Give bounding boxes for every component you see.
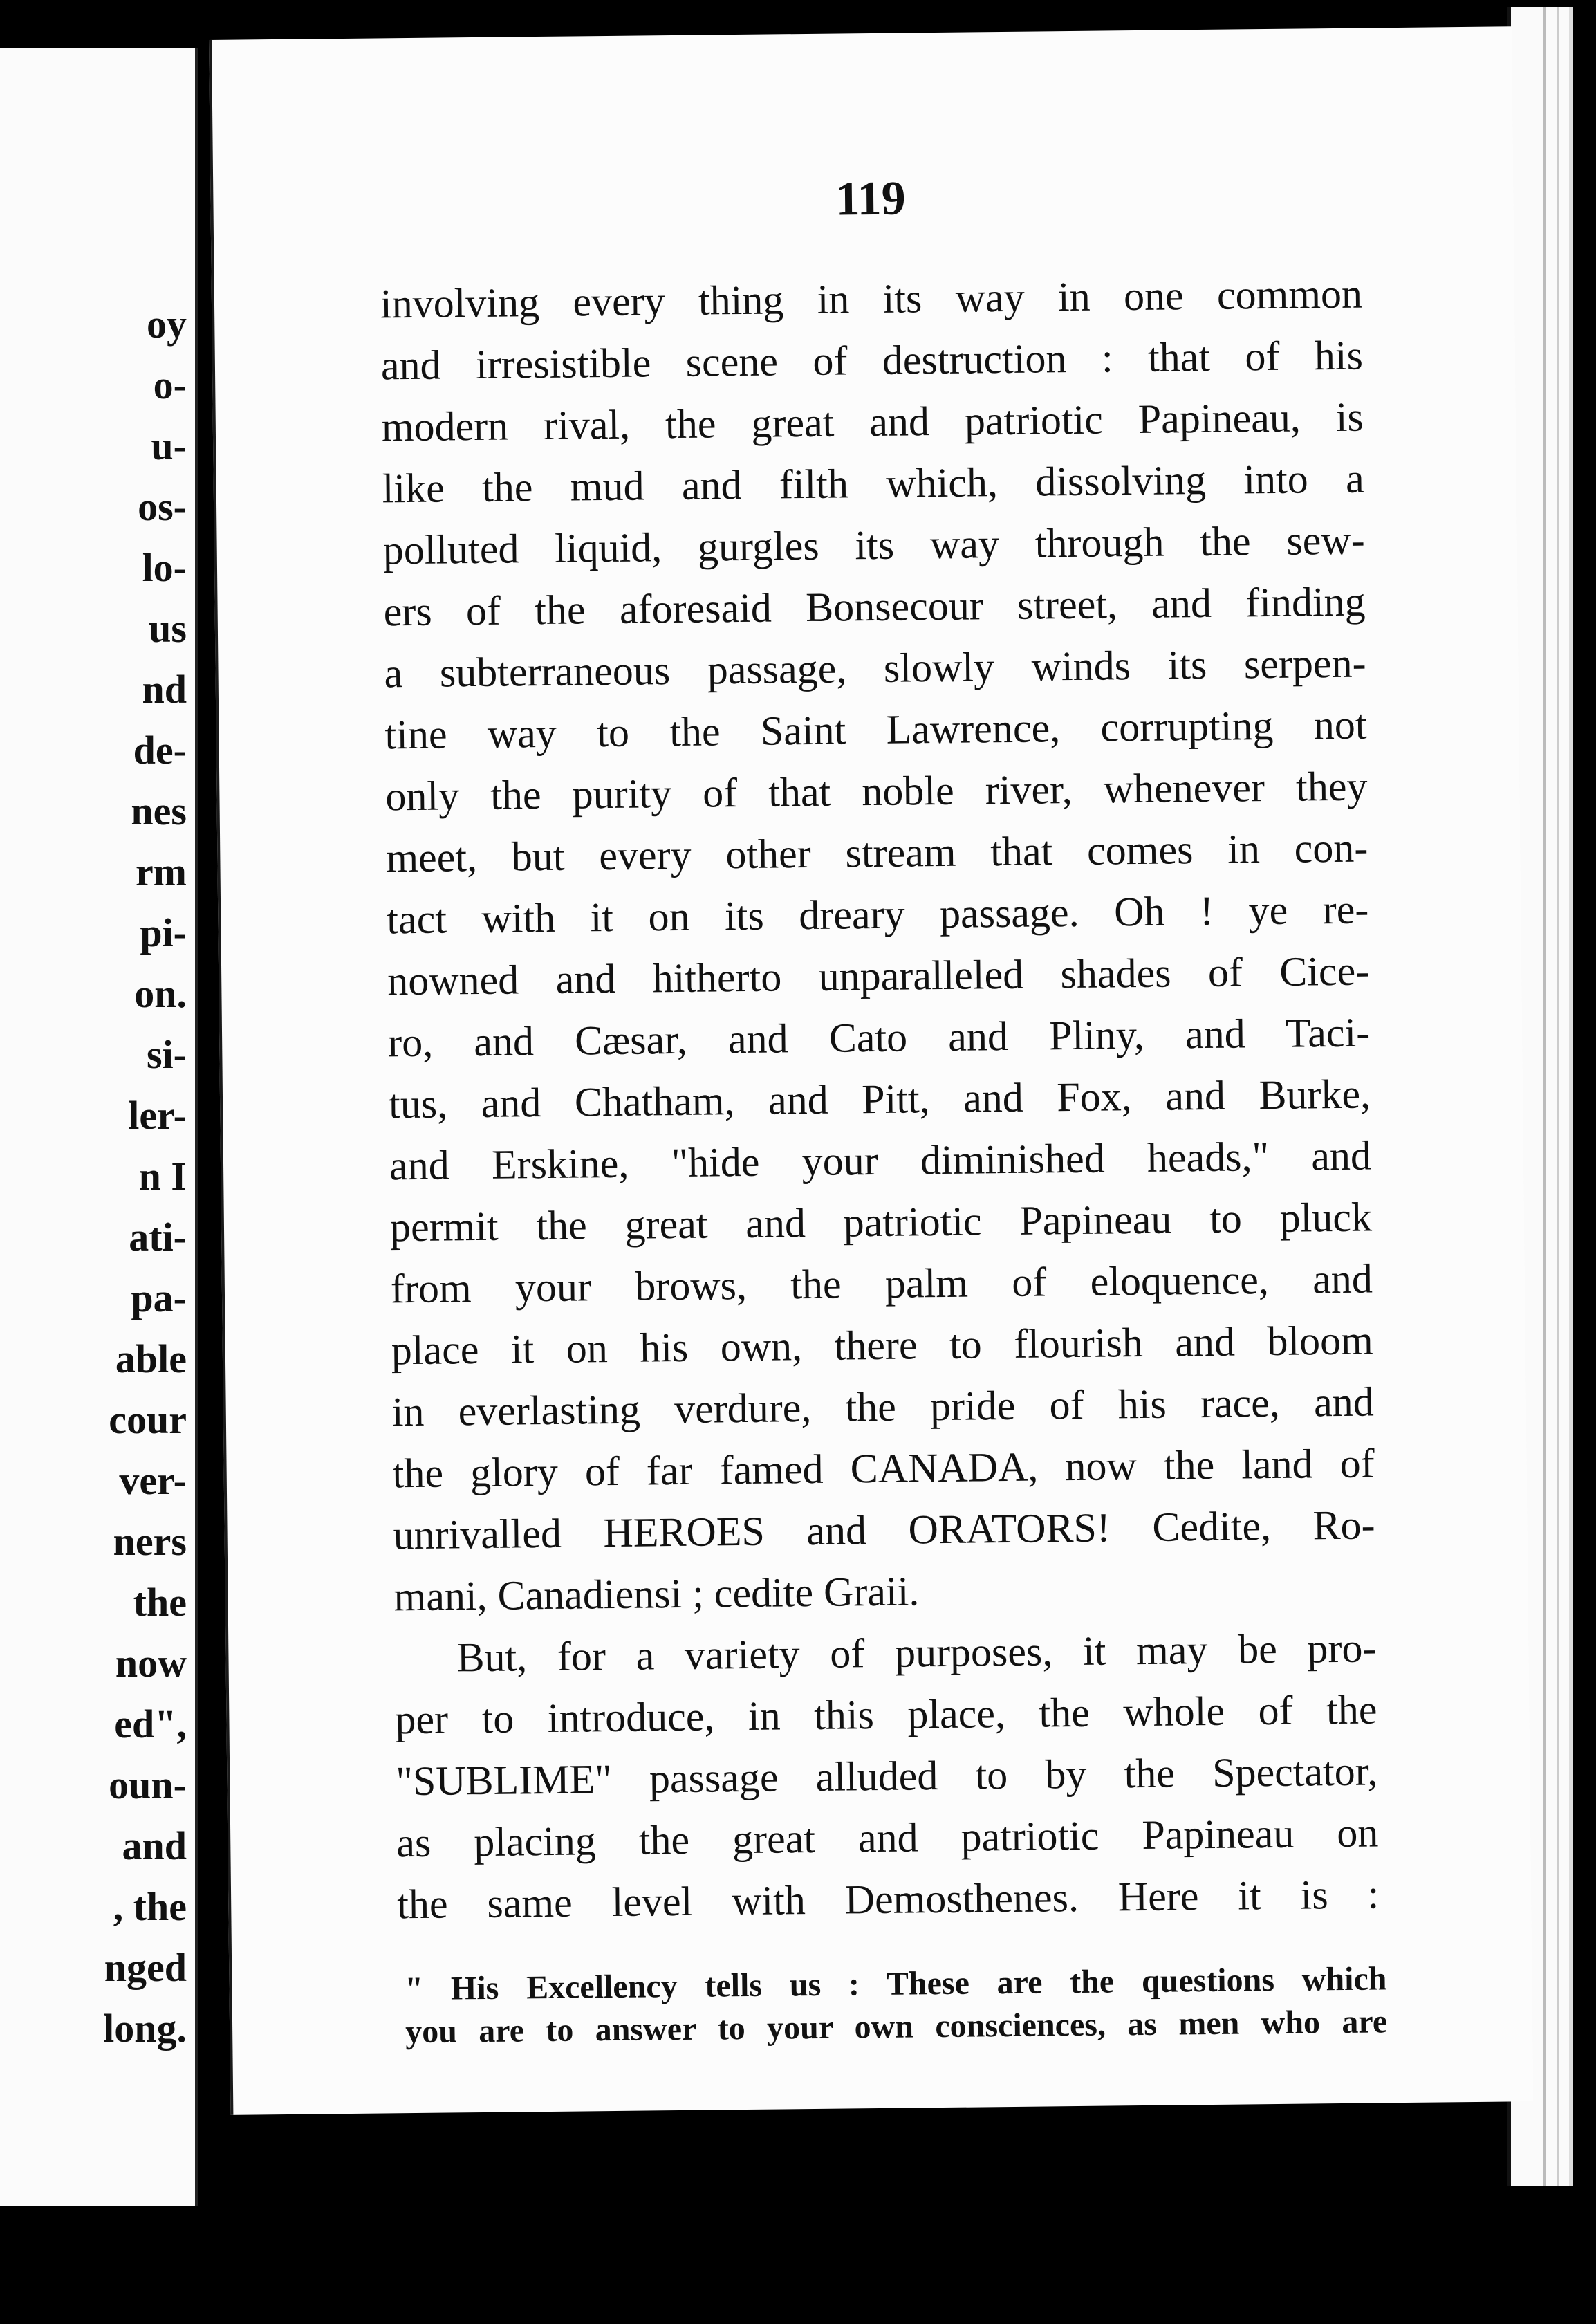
facing-page-line: us (149, 606, 187, 651)
footnote-line: " His Excellency tells us : These are the questions which (405, 1960, 1387, 2008)
facing-page-line: rm (135, 849, 187, 894)
facing-page-line: nd (142, 667, 187, 712)
text-line: the same level with Demosthenes. Here it is : (396, 1871, 1380, 1928)
facing-page-line: able (115, 1336, 187, 1381)
facing-page-line: on. (134, 971, 187, 1016)
facing-page-line: ati- (129, 1215, 187, 1260)
footnote (405, 1957, 1387, 2054)
facing-page-line: ners (113, 1519, 187, 1564)
text-line: tus, and Chatham, and Pitt, and Fox, and Burke, (388, 1071, 1371, 1127)
scan-border (0, 2210, 1596, 2324)
facing-page-line: pi- (140, 910, 187, 955)
facing-page-line: now (115, 1641, 187, 1686)
text-line: modern rival, the great and patriotic Papineau, is (381, 394, 1364, 450)
facing-page-line: os- (138, 484, 187, 529)
text-line: polluted liquid, gurgles its way through the sew- (382, 517, 1366, 573)
facing-page-line: cour (109, 1397, 187, 1442)
text-line: per to introduce, in this place, the whole of the (395, 1686, 1377, 1743)
book-page (209, 26, 1533, 2115)
facing-page-line: de- (133, 728, 187, 773)
facing-page-line: ver- (119, 1458, 187, 1503)
facing-page-line: and (122, 1823, 187, 1868)
text-line: from your brows, the palm of eloquence, and (390, 1255, 1373, 1312)
text-line: mani, Canadiensi ; cedite Graii. (393, 1568, 920, 1620)
text-line: "SUBLIME" passage alluded to by the Spectator, (396, 1748, 1378, 1805)
facing-page-line: oun- (109, 1762, 187, 1807)
text-line: in everlasting verdure, the pride of his race, and (391, 1378, 1375, 1435)
text-line: permit the great and patriotic Papineau to pluck (389, 1194, 1373, 1251)
facing-page-line: oy (147, 302, 187, 347)
text-line: involving every thing in its way in one common (380, 270, 1363, 327)
text-line: place it on his own, there to flourish and bloom (391, 1317, 1374, 1374)
facing-page-line: n I (138, 1154, 187, 1199)
facing-page-line: ed", (114, 1702, 187, 1746)
text-line: and Erskine, "hide your diminished heads," and (389, 1132, 1372, 1189)
text-line: ers of the aforesaid Bonsecour street, and finding (383, 578, 1366, 635)
text-line: and irresistible scene of destruction : that of his (380, 332, 1364, 389)
text-line: tine way to the Saint Lawrence, corrupting not (384, 701, 1367, 758)
text-line: as placing the great and patriotic Papineau on (396, 1809, 1379, 1866)
facing-page-line: long. (103, 2006, 187, 2051)
facing-page-line: the (133, 1580, 187, 1625)
facing-page-fragment (0, 48, 198, 2206)
facing-page-line: ler- (128, 1093, 187, 1138)
facing-page-line: nes (131, 788, 187, 833)
facing-page-line: lo- (142, 545, 187, 590)
body-text (380, 264, 1380, 1936)
text-line: like the mud and filth which, dissolving into a (382, 455, 1365, 512)
text-line: the glory of far famed CANADA, now the land of (392, 1440, 1375, 1497)
text-line: only the purity of that noble river, whenever they (385, 763, 1368, 820)
facing-page-line: u- (151, 423, 187, 468)
facing-page-text (103, 294, 187, 2059)
text-line: nowned and hitherto unparalleled shades of Cice- (387, 948, 1370, 1004)
footnote-line: you are to answer to your own consciences, as men who are (405, 2003, 1388, 2051)
text-line: But, for a variety of purposes, it may be pro- (456, 1625, 1377, 1681)
text-line: a subterraneous passage, slowly winds its serpen- (384, 640, 1366, 697)
text-line: meet, but every other stream that comes in con- (386, 824, 1368, 881)
facing-page-line: , the (113, 1884, 187, 1929)
page-number: 119 (835, 172, 906, 226)
text-line: ro, and Cæsar, and Cato and Pliny, and Taci- (387, 1009, 1371, 1066)
text-line: unrivalled HEROES and ORATORS! Cedite, Ro- (393, 1502, 1375, 1558)
text-line: tact with it on its dreary passage. Oh ! ye re- (386, 886, 1369, 943)
facing-page-line: nged (104, 1945, 187, 1990)
facing-page-line: pa- (131, 1275, 187, 1320)
facing-page-line: si- (147, 1032, 187, 1077)
facing-page-line: o- (153, 362, 187, 407)
